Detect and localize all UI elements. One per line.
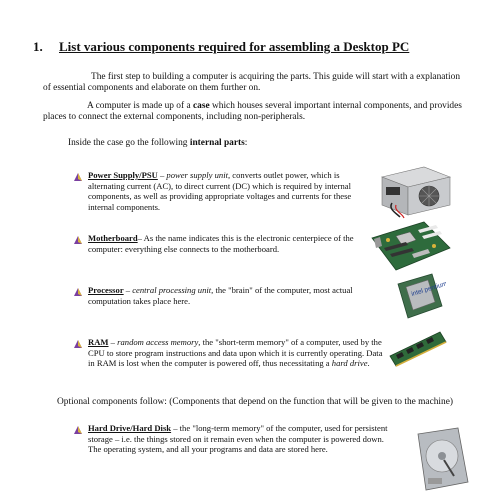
optional-components-paragraph: Optional components follow: (Components that depend on the function that will be given to the machine) (57, 397, 454, 407)
item-term: Motherboard (88, 233, 138, 243)
intro-p2-before: A computer is made up of a (87, 101, 193, 111)
arrow-bullet-icon (73, 425, 83, 435)
arrow-bullet-icon (73, 339, 83, 349)
item-italic: power supply unit (166, 170, 228, 180)
item-text: – As the name indicates this is the electronic centerpiece of the computer: everything else connects to the motherboard. (88, 233, 354, 254)
item-text: , converts outlet power, which is alternating current (AC), to direct current (DC) which is required by internal components, as well as providing appropriate voltages and currents for these internal components. (88, 170, 352, 212)
item-text: , the "brain" of the computer, most actual computation takes place here. (88, 285, 353, 306)
ram-image (386, 328, 450, 370)
arrow-bullet-icon (73, 287, 83, 297)
hard-disk-image (408, 426, 472, 492)
item-text: the "long-term memory" of the computer, used for persistent storage – i.e. the things stored on it remain even when the computer is powered down. The operating system, and all your programs and data are stored here. (88, 423, 388, 454)
list-item-processor (88, 285, 366, 306)
intro-paragraph-1 (43, 72, 463, 94)
intro-p2-after: which houses several important internal components, and provides places to connect the external components, including non-peripherals. (43, 101, 462, 122)
item-term: RAM (88, 337, 109, 347)
item-italic-2: hard drive (331, 358, 368, 368)
cpu-chip-label: intel pentium (410, 280, 446, 298)
intro-p3-after: : (244, 138, 248, 148)
item-term: Processor (88, 285, 124, 295)
list-item-motherboard (88, 233, 358, 254)
list-item-power-supply (88, 170, 370, 212)
intro-p3-bold: internal parts (189, 138, 245, 148)
heading-title: List various components required for assembling a Desktop PC (59, 39, 410, 54)
arrow-bullet-icon (73, 235, 83, 245)
intro-paragraph-2 (43, 101, 463, 123)
intro-p2-bold: case (192, 101, 210, 111)
intro-p3-before: Inside the case go the following (68, 138, 190, 148)
item-term: Hard Drive/Hard Disk (88, 423, 172, 433)
item-term: Power Supply/PSU (88, 170, 158, 180)
intro-p1-text: The first step to building a computer is acquiring the parts. This guide will start with a explanation of essential components and elaborate on them further on. (43, 72, 461, 93)
section-heading (33, 39, 473, 55)
item-sep: – (171, 423, 180, 433)
item-italic: random access memory (117, 337, 199, 347)
processor-image (394, 270, 446, 322)
intro-paragraph-3 (68, 138, 468, 149)
list-item-ram (88, 337, 388, 369)
power-supply-image (378, 163, 454, 219)
item-text-end: . (367, 358, 370, 368)
item-sep: – (157, 170, 167, 180)
motherboard-image (366, 218, 454, 274)
item-sep: – (108, 337, 118, 347)
item-italic: central processing unit (132, 285, 212, 295)
heading-number: 1. (33, 39, 43, 54)
list-item-hard-drive (88, 423, 388, 455)
item-text: , the "short-term memory" of a computer, used by the CPU to store program instructions and data upon which it is currently operating. Data in RAM is lost when the computer is powered off, thus necessitating a (88, 337, 383, 368)
arrow-bullet-icon (73, 172, 83, 182)
item-sep: – (123, 285, 133, 295)
